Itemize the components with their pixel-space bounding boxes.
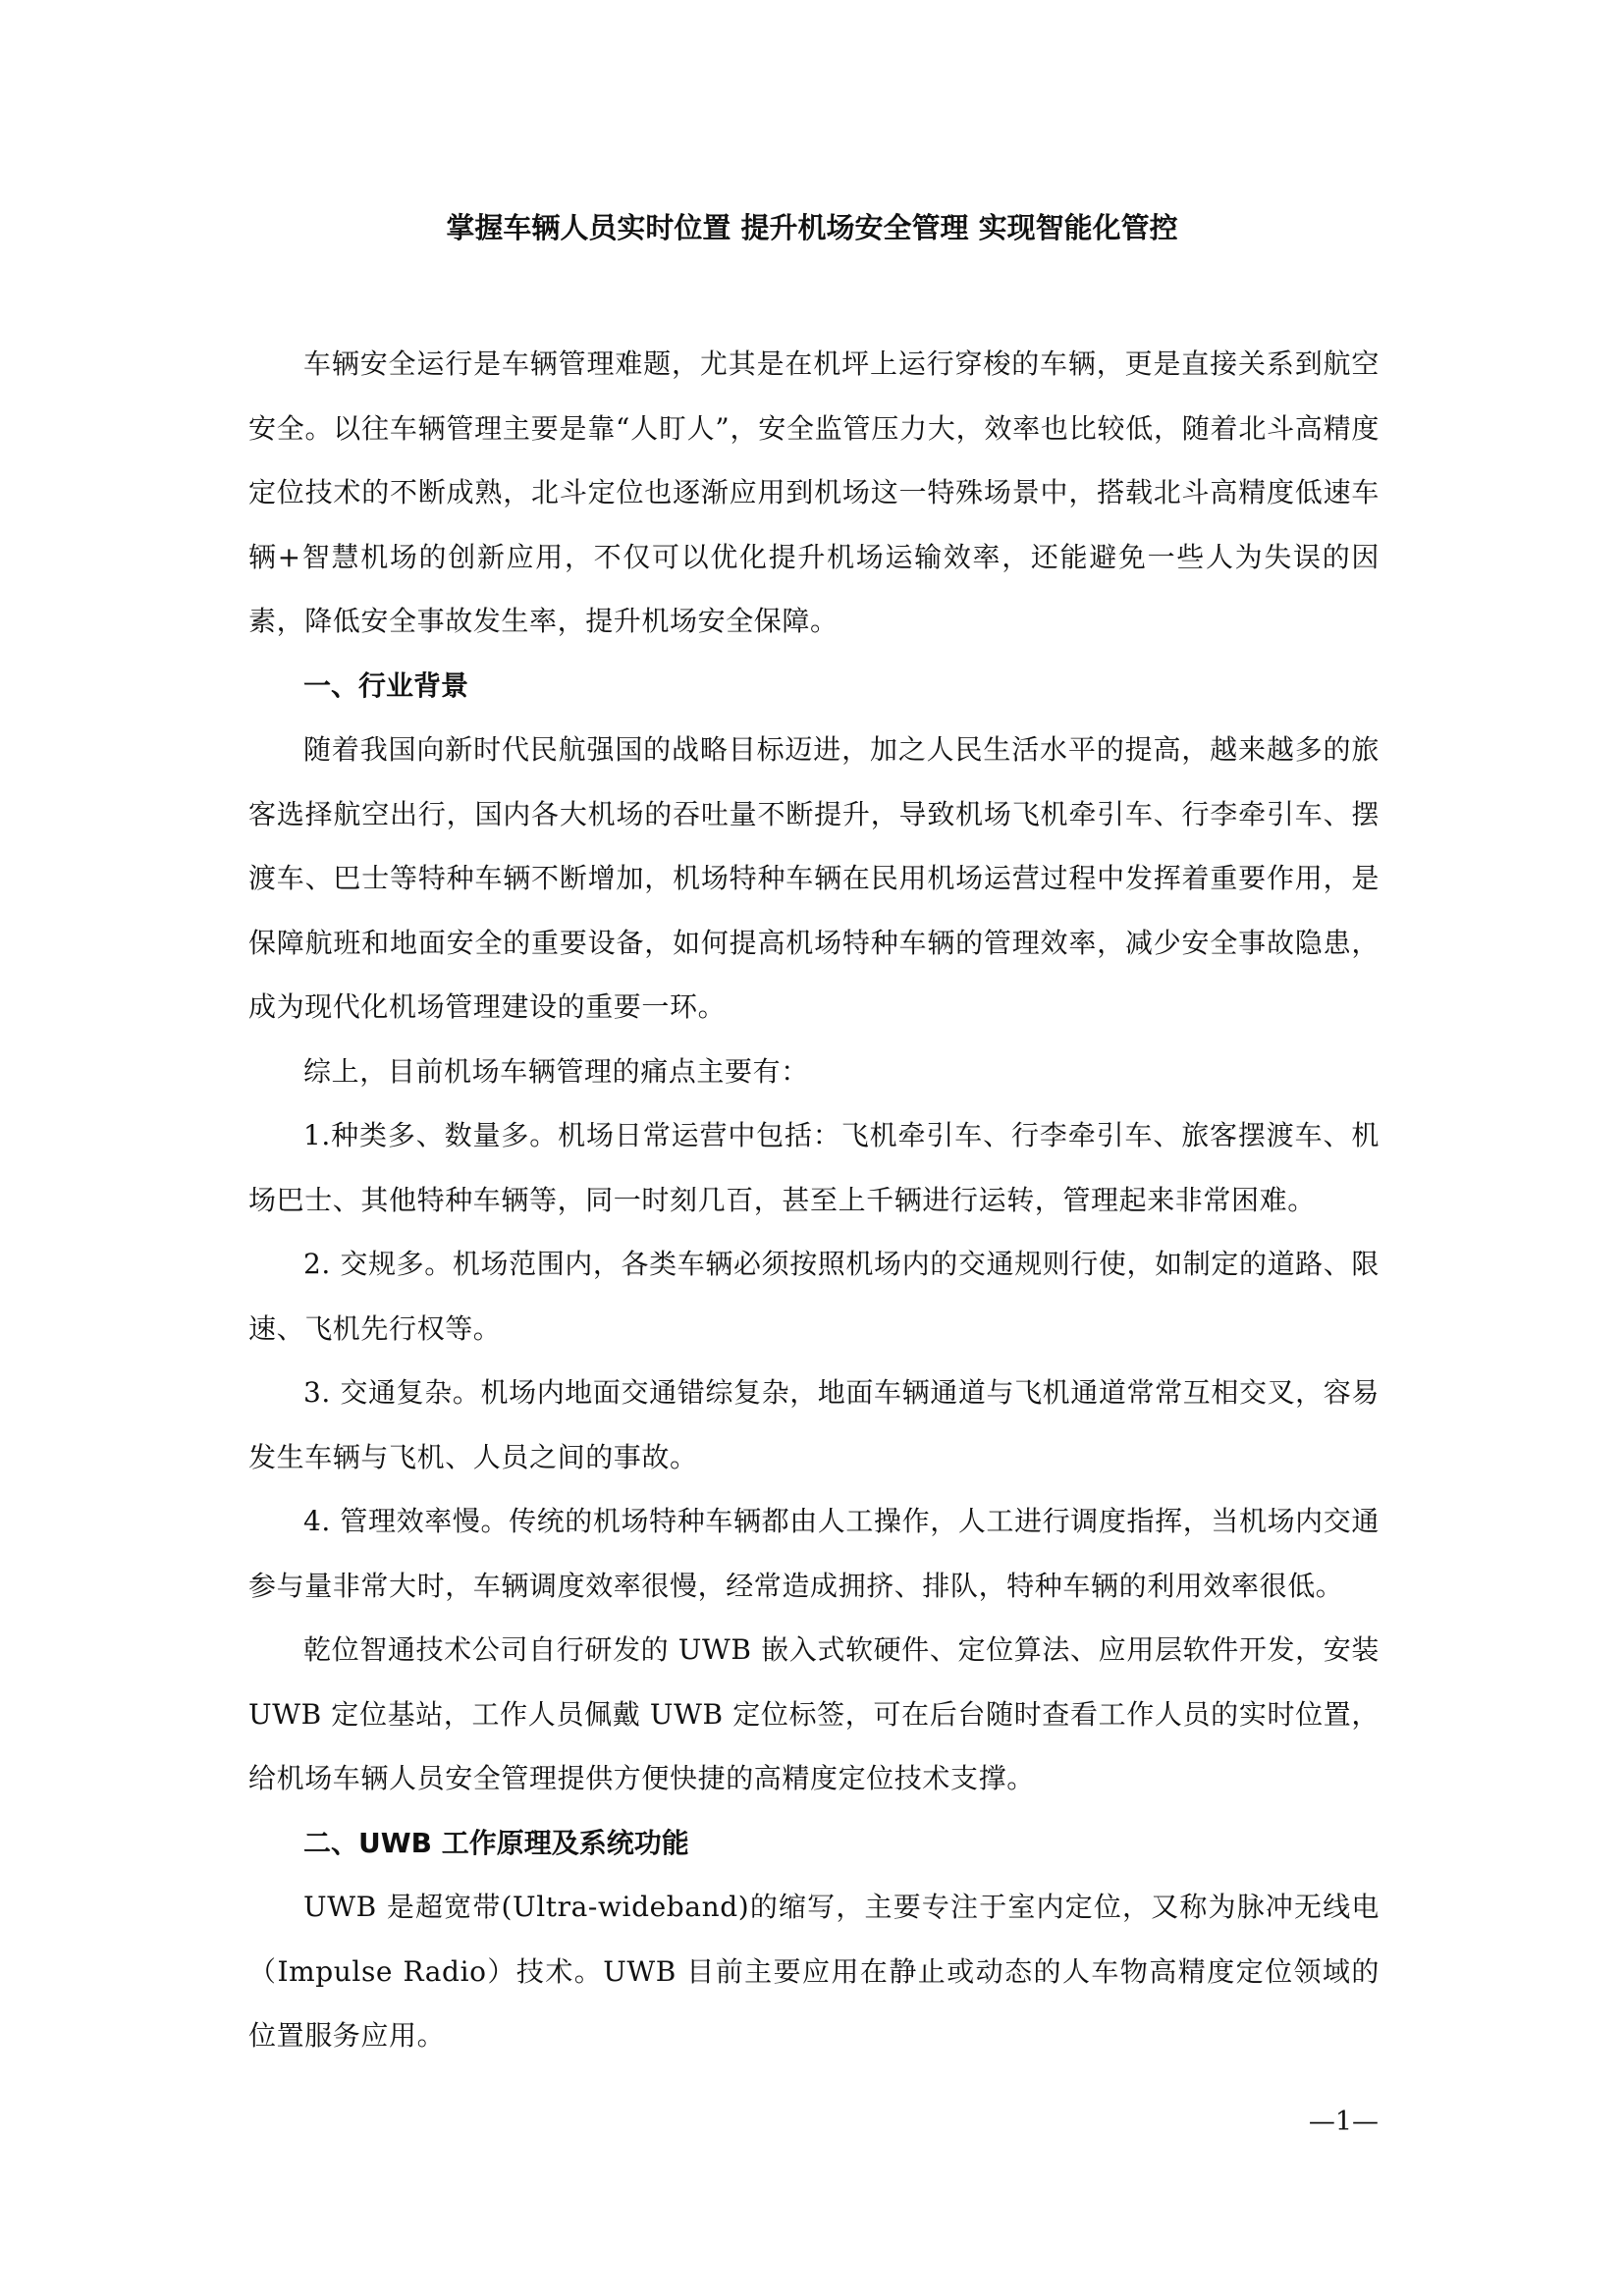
paragraph-pain-point-4: 4. 管理效率慢。传统的机场特种车辆都由人工操作，人工进行调度指挥，当机场内交通参与量非常大时，车辆调度效率很慢，经常造成拥挤、排队，特种车辆的利用效率很低。 (248, 1505, 1380, 1602)
paragraph-pain-point-3: 3. 交通复杂。机场内地面交通错综复杂，地面车辆通道与飞机通道常常互相交叉，容易发生车辆与飞机、人员之间的事故。 (248, 1376, 1380, 1473)
paragraph-pain-point-2: 2. 交规多。机场范围内，各类车辆必须按照机场内的交通规则行使，如制定的道路、限速、飞机先行权等。 (248, 1248, 1380, 1345)
paragraph-background: 随着我国向新时代民航强国的战略目标迈进，加之人民生活水平的提高，越来越多的旅客选择航空出行，国内各大机场的吞吐量不断提升，导致机场飞机牵引车、行李牵引车、摆渡车、巴士等特种车辆不断增加，机场特种车辆在民用机场运营过程中发挥着重要作用，是保障航班和地面安全的重要设备，如何提高机场特种车辆的管理效率，减少安全事故隐患，成为现代化机场管理建设的重要一环。 (248, 733, 1380, 1023)
page-number: —1— (1308, 2107, 1379, 2137)
section-heading-industry-background: 一、行业背景 (303, 668, 469, 702)
paragraph-pain-point-1: 1.种类多、数量多。机场日常运营中包括：飞机牵引车、行李牵引车、旅客摆渡车、机场巴士、其他特种车辆等，同一时刻几百，甚至上千辆进行运转，管理起来非常困难。 (248, 1119, 1380, 1216)
paragraph-company-solution: 乾位智通技术公司自行研发的 UWB 嵌入式软硬件、定位算法、应用层软件开发，安装UWB 定位基站，工作人员佩戴 UWB 定位标签，可在后台随时查看工作人员的实时位置，给机场车辆人员安全管理提供方便快捷的高精度定位技术支撑。 (248, 1633, 1380, 1794)
document-body (248, 332, 1380, 2068)
paragraph-intro: 车辆安全运行是车辆管理难题，尤其是在机坪上运行穿梭的车辆，更是直接关系到航空安全。以往车辆管理主要是靠“人盯人”，安全监管压力大，效率也比较低，随着北斗高精度定位技术的不断成熟，北斗定位也逐渐应用到机场这一特殊场景中，搭载北斗高精度低速车辆+智慧机场的创新应用，不仅可以优化提升机场运输效率，还能避免一些人为失误的因素，降低安全事故发生率，提升机场安全保障。 (248, 347, 1380, 637)
section-heading-uwb-principle: 二、UWB 工作原理及系统功能 (303, 1826, 689, 1859)
paragraph-uwb-definition: UWB 是超宽带(Ultra-wideband)的缩写，主要专注于室内定位，又称为脉冲无线电（Impulse Radio）技术。UWB 目前主要应用在静止或动态的人车物高精度定位领域的位置服务应用。 (248, 1891, 1380, 2052)
paragraph-pain-points-intro: 综上，目前机场车辆管理的痛点主要有： (303, 1054, 809, 1088)
document-title: 掌握车辆人员实时位置 提升机场安全管理 实现智能化管控 (446, 211, 1178, 244)
